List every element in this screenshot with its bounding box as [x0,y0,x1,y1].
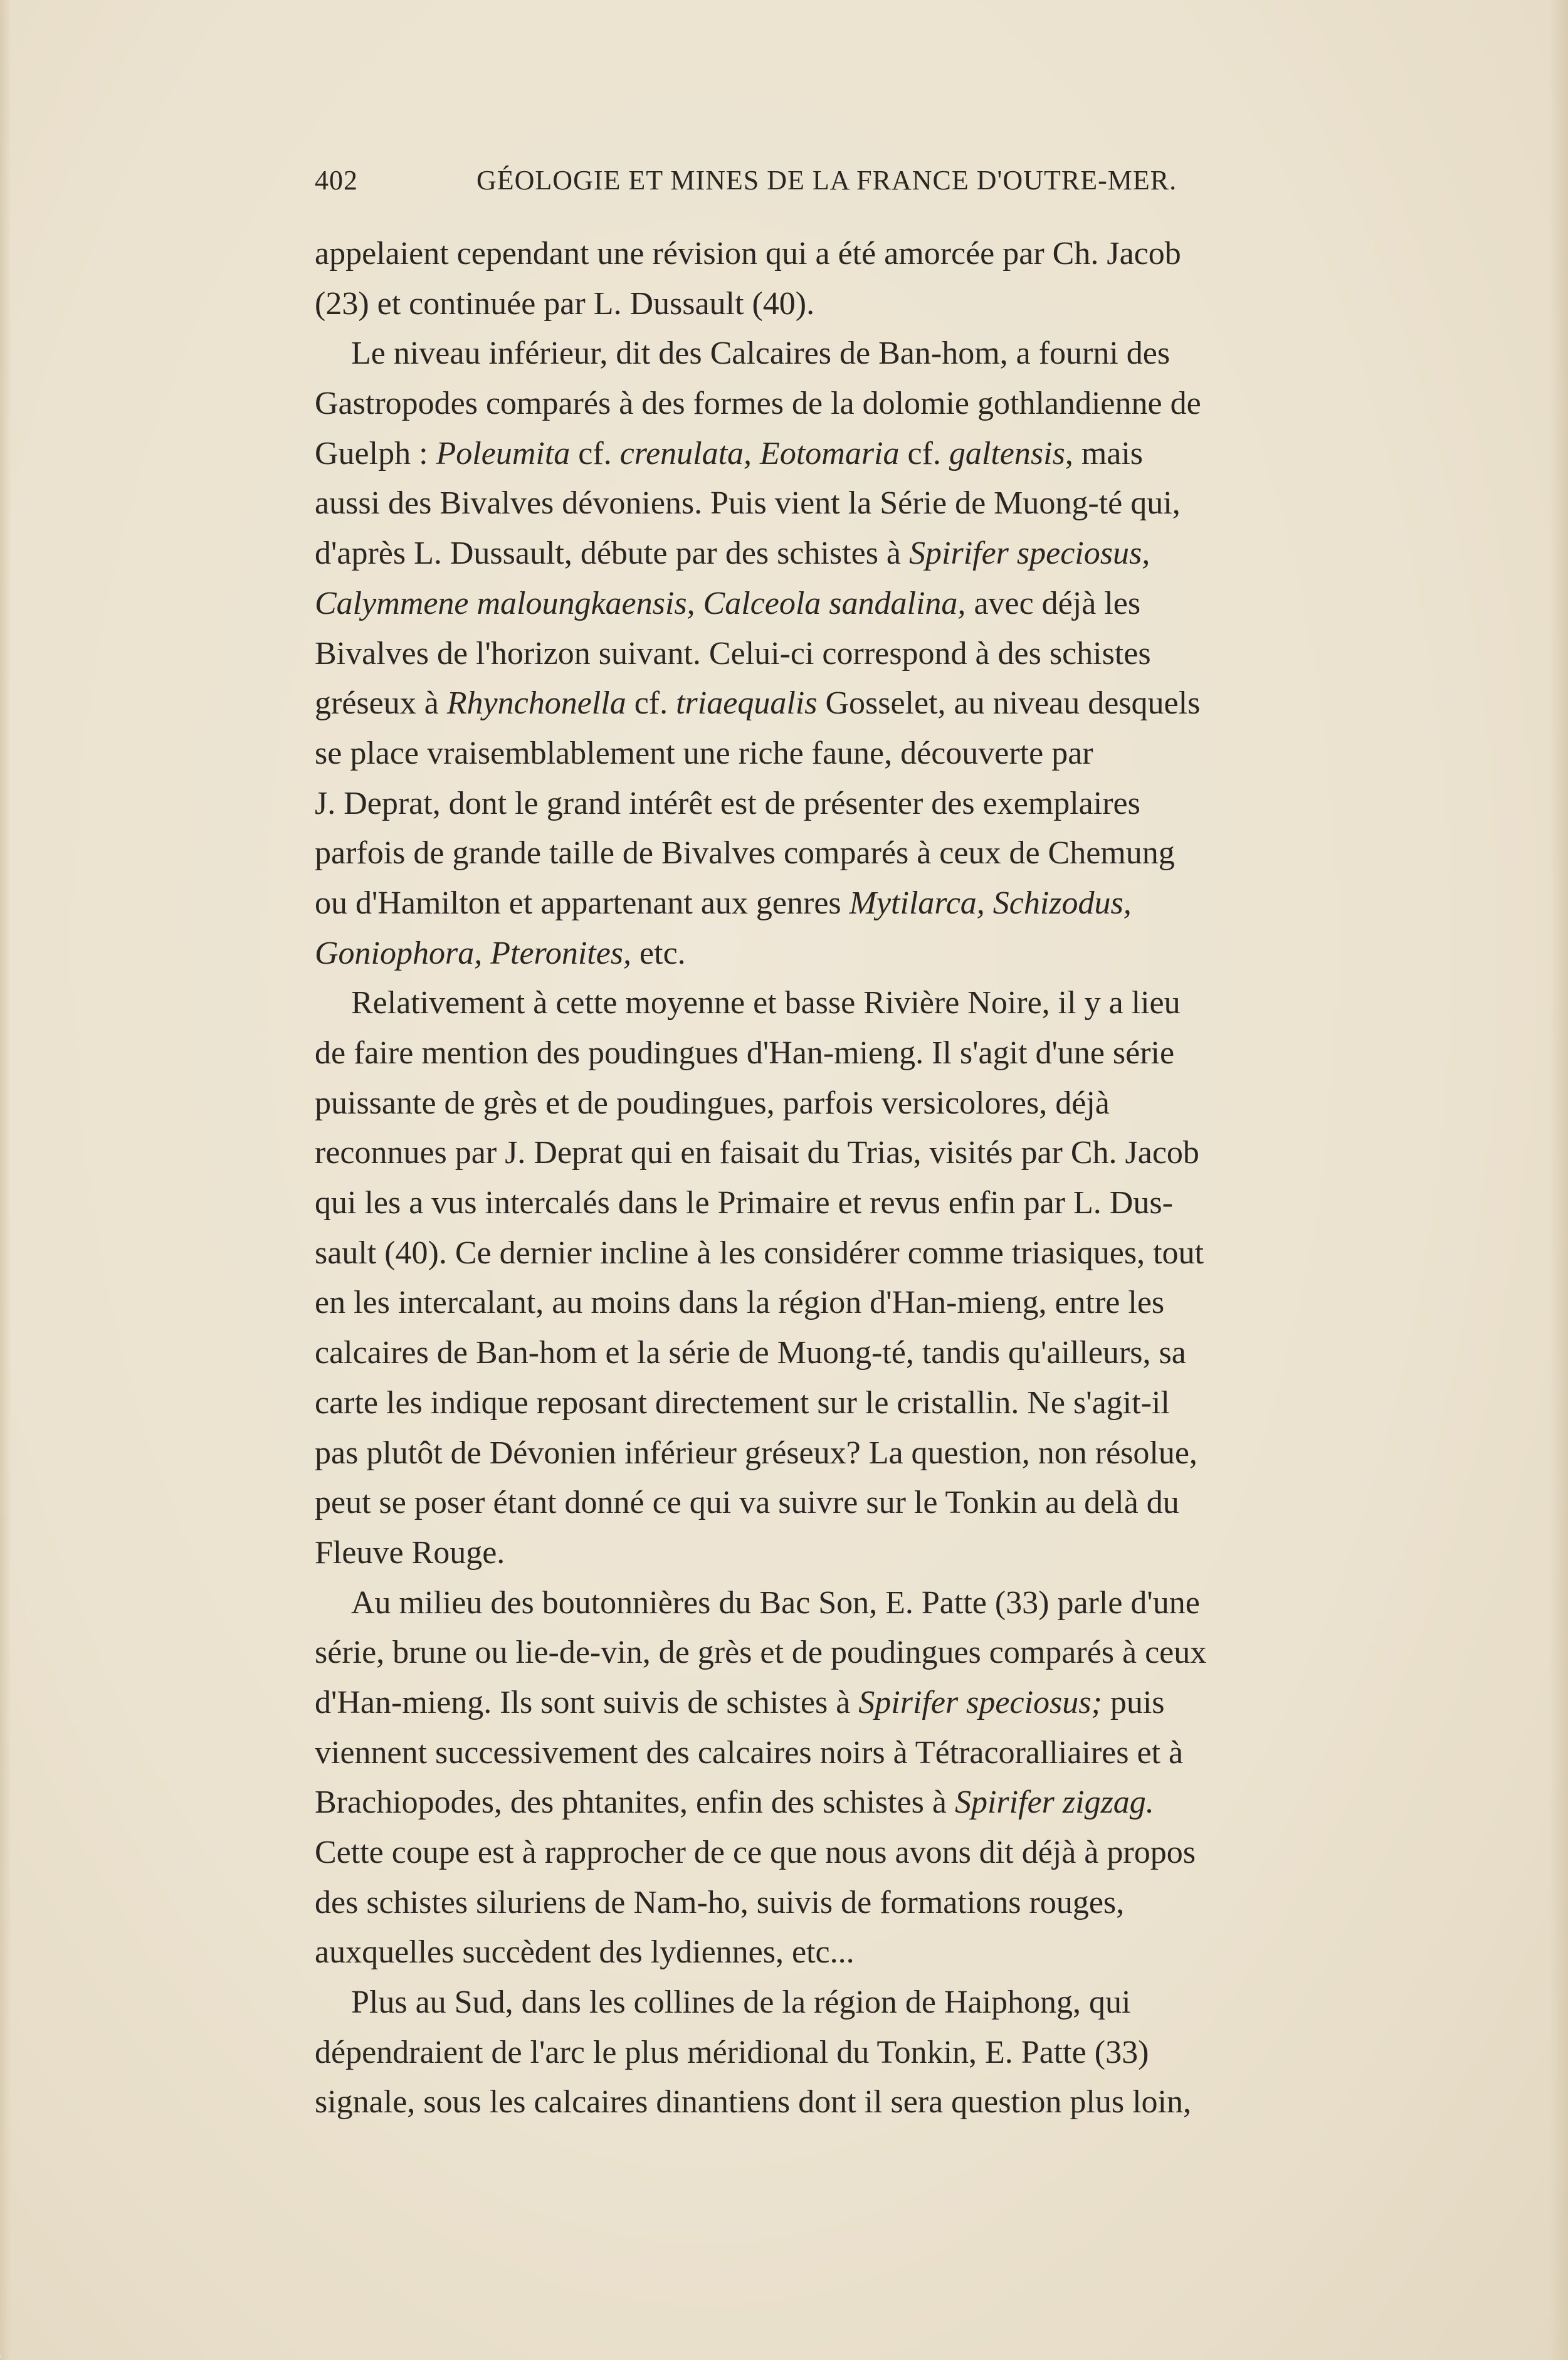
text-line [315,729,1443,779]
text-run: d'Han-mieng. Ils sont suivis de schistes à [315,1684,859,1720]
text-line [315,1278,1443,1328]
text-run: auxquelles succèdent des lydiennes, etc... [315,1934,855,1971]
text-line [315,1678,1443,1728]
text-run: cf. [570,435,620,471]
text-line [315,678,1443,729]
text-line [315,379,1443,429]
text-run: Gosselet, au niveau desquels [817,685,1201,722]
running-head [315,164,1293,208]
italic-taxon: Spirifer speciosus; [858,1684,1102,1720]
paragraph [315,978,1443,1578]
italic-taxon: Poleumita [436,435,571,471]
text-line [315,1378,1443,1428]
italic-taxon: crenulata, Eotomaria [619,435,900,471]
text-line [315,1328,1443,1378]
text-line [315,1178,1443,1228]
text-line [315,1078,1443,1129]
text-run: cf. [899,435,949,471]
italic-taxon: Spirifer zigzag. [954,1784,1154,1821]
running-title: GÉOLOGIE ET MINES DE LA FRANCE D'OUTRE-MER. [476,165,1177,196]
text-line [315,1778,1443,1828]
paragraph [315,229,1443,329]
text-run: (23) et continuée par L. Dussault (40). [315,285,815,322]
text-run: Bivalves de l'horizon suivant. Celui-ci correspond à des schistes [315,635,1151,672]
text-run: signale, sous les calcaires dinantiens dont il sera question plus loin, [315,2084,1191,2120]
text-run: avec déjà les [966,585,1141,621]
text-line [315,1528,1443,1578]
text-line [315,1878,1443,1928]
text-line [315,629,1443,679]
text-run: dépendraient de l'arc le plus méridional du Tonkin, E. Patte (33) [315,2034,1149,2070]
italic-taxon: Spirifer speciosus, [909,535,1150,572]
page-edge-right [1549,0,1568,2360]
text-run: etc. [631,935,686,971]
text-run: , mais [1065,435,1144,471]
text-run: Fleuve Rouge. [315,1534,505,1571]
text-line [315,1978,1443,2028]
text-line [315,429,1443,479]
text-line [315,529,1443,579]
paragraph [315,329,1443,978]
text-line [315,929,1443,979]
text-run: ou d'Hamilton et appartenant aux genres [315,885,850,921]
text-run: des schistes siluriens de Nam-ho, suivis de formations rouges, [315,1884,1125,1920]
text-run: appelaient cependant une révision qui a été amorcée par Ch. Jacob [315,236,1181,271]
text-line [315,1028,1443,1078]
text-line [315,1578,1443,1628]
text-run: aussi des Bivalves dévoniens. Puis vient la Série de Muong-té qui, [315,485,1181,522]
italic-taxon: Rhynchonella [446,685,626,722]
text-line [315,229,1443,279]
italic-taxon: triaequalis [676,685,818,722]
text-run: puissante de grès et de poudingues, parfois versicolores, déjà [315,1085,1110,1121]
text-run: Relativement à cette moyenne et basse Rivière Noire, il y a lieu [351,985,1181,1021]
text-line [315,828,1443,878]
text-run: peut se poser étant donné ce qui va suivre sur le Tonkin au delà du [315,1485,1179,1521]
text-line [315,478,1443,529]
text-line [315,1828,1443,1878]
text-run: se place vraisemblablement une riche faune, découverte par [315,735,1093,771]
page-number: 402 [315,165,358,196]
text-line [315,1628,1443,1678]
text-run: pas plutôt de Dévonien inférieur gréseux? La question, non résolue, [315,1435,1197,1471]
text-run: Plus au Sud, dans les collines de la région de Haiphong, qui [351,1984,1131,2021]
text-run: parfois de grande taille de Bivalves comparés à ceux de Chemung [315,835,1175,872]
text-run: d'après L. Dussault, débute par des schistes à [315,535,910,572]
text-line [315,579,1443,629]
text-run: Le niveau inférieur, dit des Calcaires de Ban-hom, a fourni des [351,335,1171,372]
text-run: Brachiopodes, des phtanites, enfin des schistes à [315,1784,955,1821]
italic-taxon: galtensis [949,435,1065,471]
page-edge-left [0,0,11,2360]
text-line [315,2028,1443,2078]
italic-taxon: Mytilarca, Schizodus, [849,885,1132,921]
text-run: calcaires de Ban-hom et la série de Muong-té, tandis qu'ailleurs, sa [315,1335,1186,1371]
text-run: J. Deprat, dont le grand intérêt est de présenter des exemplaires [315,785,1140,821]
text-run: série, brune ou lie-de-vin, de grès et de poudingues comparés à ceux [315,1635,1207,1671]
text-line [315,1927,1443,1978]
text-run: gréseux à [315,685,447,722]
text-run: Cette coupe est à rapprocher de ce que nous avons dit déjà à propos [315,1835,1196,1870]
text-line [315,329,1443,379]
text-run: qui les a vus intercalés dans le Primaire et revus enfin par L. Dus- [315,1185,1173,1221]
paragraph [315,1978,1443,2127]
text-run: en les intercalant, au moins dans la région d'Han-mieng, entre les [315,1285,1165,1321]
text-run: de faire mention des poudingues d'Han-mieng. Il s'agit d'une série [315,1035,1175,1071]
text-run: Au milieu des boutonnières du Bac Son, E. Patte (33) parle d'une [351,1584,1200,1621]
text-line [315,1428,1443,1478]
paragraph [315,1578,1443,1978]
text-line [315,779,1443,829]
text-line [315,878,1443,929]
text-run: sault (40). Ce dernier incline à les considérer comme triasiques, tout [315,1235,1204,1271]
text-run: reconnues par J. Deprat qui en faisait du Trias, visités par Ch. Jacob [315,1135,1199,1171]
body-text [315,229,1443,2127]
text-run: carte les indique reposant directement sur le cristallin. Ne s'agit-il [315,1384,1170,1421]
text-run: puis [1102,1684,1165,1720]
italic-taxon: Calymmene maloungkaensis, Calceola sandalina, [315,585,966,621]
text-run: viennent successivement des calcaires noirs à Tétracoralliaires et à [315,1734,1184,1771]
text-line [315,279,1443,329]
italic-taxon: Goniophora, Pteronites, [315,935,632,971]
text-run: Gastropodes comparés à des formes de la dolomie gothlandienne de [315,386,1201,422]
text-line [315,1728,1443,1778]
text-run: cf. [626,685,676,722]
text-line [315,1478,1443,1528]
text-line [315,1228,1443,1278]
text-line [315,2077,1443,2127]
text-run: Guelph : [315,435,436,471]
text-line [315,978,1443,1028]
text-line [315,1128,1443,1178]
